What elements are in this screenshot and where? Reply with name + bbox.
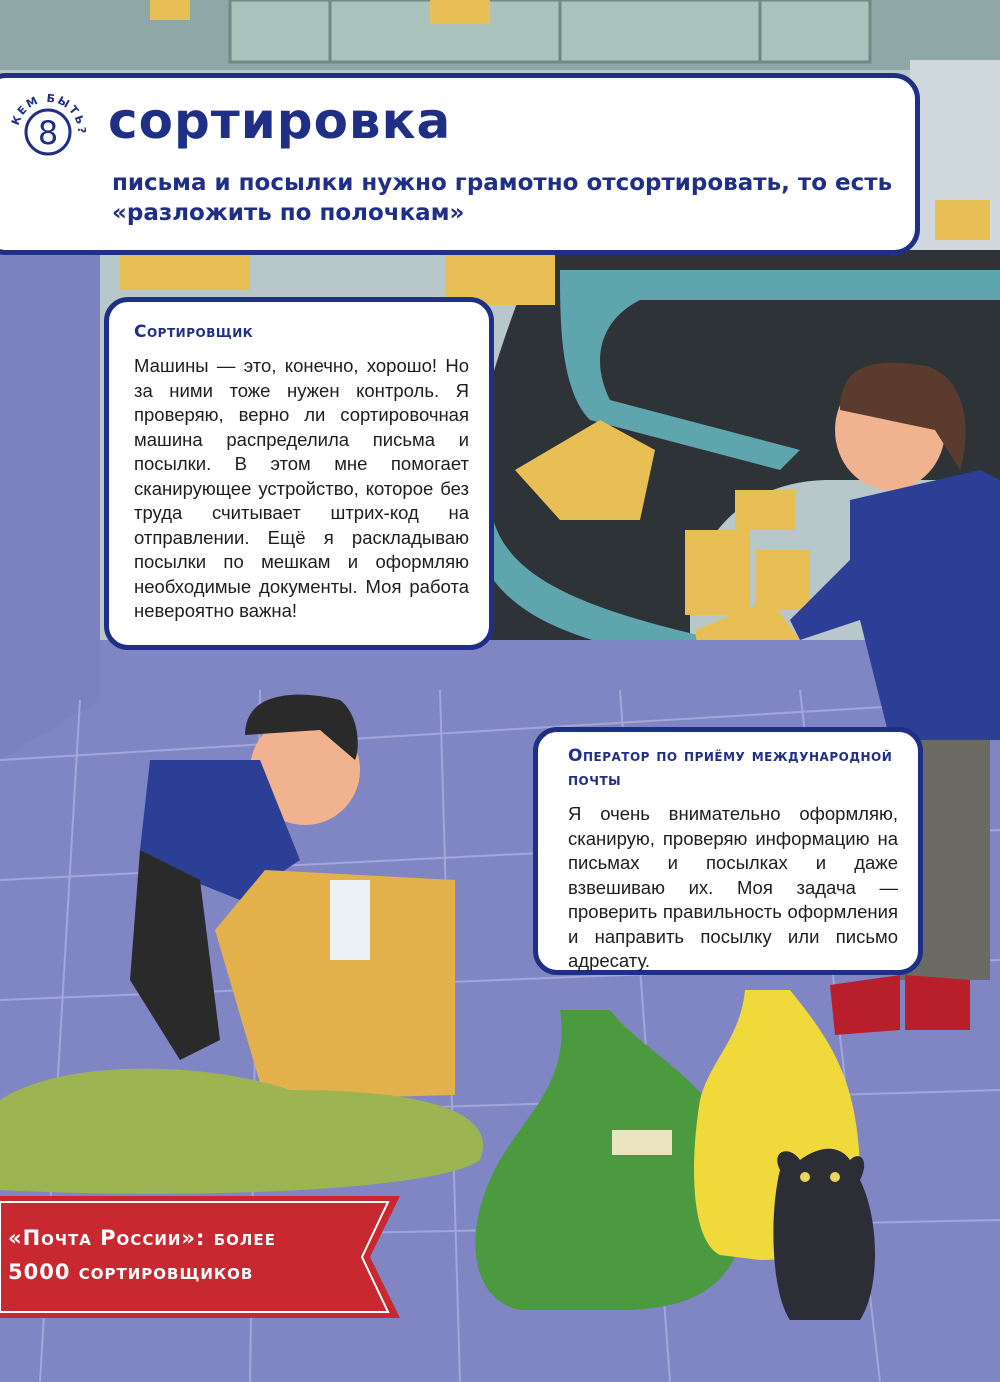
operator-card-body: Я очень внимательно оформляю, сканирую, проверяю информацию на письмах и посылках и даже взвешиваю их. Моя задача — проверить правильность оформления и направить посылку или письмо адресату. <box>568 803 898 971</box>
operator-card-title: Оператор по приёму международной почты <box>568 746 893 790</box>
sorter-card <box>104 297 494 650</box>
page-title: сортировка <box>108 92 452 150</box>
operator-card <box>533 727 923 975</box>
sorter-card-title: Сортировщик <box>134 322 254 342</box>
fact-ribbon-line1: «Почта России»: более <box>8 1226 276 1250</box>
fact-ribbon-line2: 5000 сортировщиков <box>8 1260 254 1284</box>
badge-number: 8 <box>37 114 59 152</box>
sorter-card-body: Машины — это, конечно, хорошо! Но за ними тоже нужен контроль. Я проверяю, верно ли сортировочная машина распределила письма и посылки. В этом мне помогает сканирующее устройство, которое без труда считывает штрих-код на отправлении. Ещё я раскладываю посылки по мешкам и оформляю необходимые документы. Моя работа невероятно важна! <box>134 355 469 621</box>
series-badge <box>6 88 90 172</box>
fact-ribbon-text <box>8 1221 388 1289</box>
badge-text: КЕМ БЫТЬ? <box>8 91 89 136</box>
page-subtitle: письма и посылки нужно грамотно отсортировать, то есть «разложить по полочкам» <box>112 170 893 226</box>
